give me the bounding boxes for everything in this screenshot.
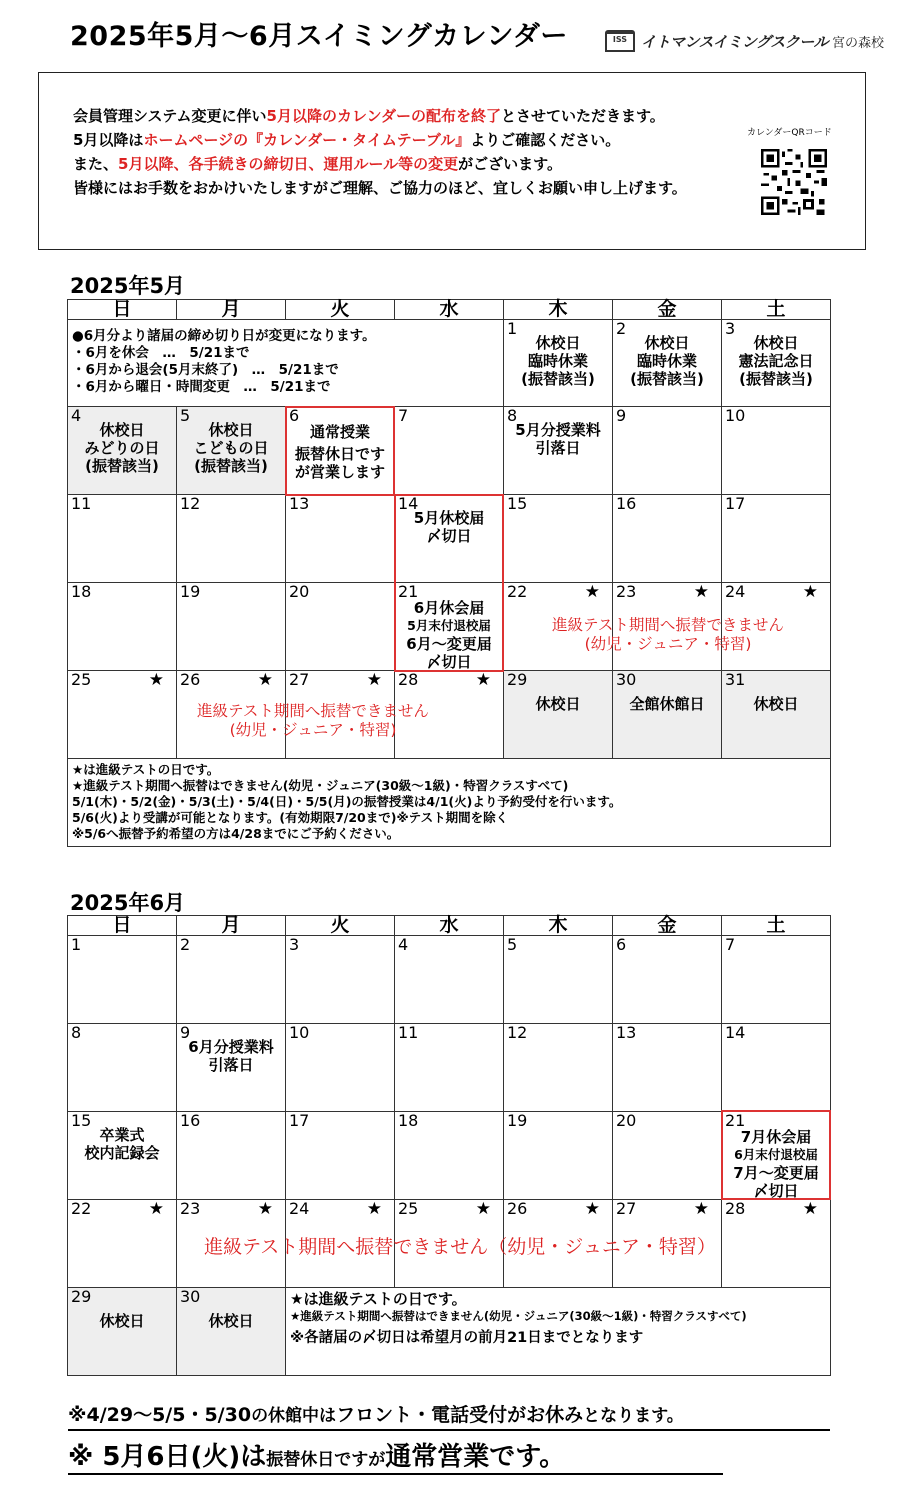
text-line: ●6月分より諸届の締め切り日が変更になります。 [72,328,376,344]
day-cell [68,583,177,671]
day-cell [395,583,504,671]
text-line: 5/6(火)より受講が可能となります。(有効期限7/20まで)※テスト期間を除く [72,810,509,825]
notice-line-1 [73,105,665,126]
logo-mark-icon: ISS [605,30,635,52]
may-notes [72,762,621,842]
weekday-header: 水 [395,916,504,936]
day-number: 24 [289,1199,310,1218]
day-event: 休校日 [753,695,799,713]
weekday-header: 土 [722,300,831,320]
june-calendar [67,915,831,1376]
day-cell [504,407,613,495]
day-number: 25 [71,670,92,689]
day-cell [68,495,177,583]
may-test-notice-b [150,702,476,740]
weekday-header: 日 [68,300,177,320]
day-event: 休校日 こどもの日 (振替該当) [193,421,269,475]
test-star-icon: ★ [148,1199,164,1219]
test-star-icon: ★ [257,1199,273,1219]
day-number: 5 [180,406,191,425]
text-segment: ※ 5月6日(火)は [68,1442,267,1472]
day-number: 17 [289,1111,310,1130]
text-segment: 5月以降は [73,131,144,149]
text-segment: 振替休日ですが [266,1450,386,1470]
test-star-icon: ★ [148,670,164,690]
test-star-icon: ★ [584,582,600,602]
page-title: 2025年5月〜6月スイミングカレンダー [70,21,568,52]
day-event: 休校日 憲法記念日 (振替該当) [738,334,814,388]
day-number: 8 [507,406,518,425]
day-number: 22 [507,582,528,601]
day-number: 17 [725,494,746,513]
day-number: 5 [507,935,518,954]
may-test-notice-a [505,616,831,654]
day-cell [613,936,722,1024]
day-cell [613,1024,722,1112]
weekday-header: 木 [504,916,613,936]
day-event: 全館休館日 [629,695,705,713]
day-number: 9 [180,1023,191,1042]
day-number: 18 [71,582,92,601]
test-star-icon: ★ [366,1199,382,1219]
qr-label: カレンダーQRコード [747,128,832,138]
day-number: 19 [180,582,201,601]
footer-may6-notice [68,1436,723,1475]
day-cell [504,320,613,407]
day-cell [286,583,395,671]
day-number: 9 [616,406,627,425]
day-cell [68,407,177,495]
text-line: (幼児・ジュニア・特習) [229,721,397,739]
day-event: 休校日 臨時休業 (振替該当) [630,334,704,388]
test-star-icon: ★ [693,1199,709,1219]
june-notes [290,1290,747,1348]
text-line: ★は進級テストの日です。 [72,762,220,777]
day-event: 6月分授業料 引落日 [188,1038,274,1074]
day-cell [613,495,722,583]
day-cell [395,495,504,583]
day-number: 27 [616,1199,637,1218]
day-cell [722,495,831,583]
june-note-1: ★は進級テストの日です。 [290,1290,467,1308]
day-number: 21 [725,1111,746,1130]
june-note-2: ★進級テスト期間へ振替はできません(幼児・ジュニア(30級〜1級)・特習クラスすべて) [290,1309,747,1323]
notice-line-2 [73,129,620,150]
day-number: 12 [180,494,201,513]
day-number: 27 [289,670,310,689]
day-event: 休校日 臨時休業 (振替該当) [521,334,595,388]
day-event: 7月休会届 6月末付退校届 7月〜変更届 〆切日 [733,1128,819,1200]
day-number: 22 [71,1199,92,1218]
weekday-header: 火 [286,300,395,320]
text-segment: の休館中は [251,1406,337,1426]
day-number: 6 [616,935,627,954]
notice-line-4 [73,177,687,198]
day-number: 15 [507,494,528,513]
day-number: 3 [725,319,736,338]
weekday-header: 土 [722,916,831,936]
day-number: 29 [71,1287,92,1306]
calendar-qr-code[interactable] [761,149,827,215]
day-number: 2 [616,319,627,338]
day-number: 15 [71,1111,92,1130]
text-line: ★進級テスト期間へ振替はできません(幼児・ジュニア(30級〜1級)・特習クラスすべて) [72,778,569,793]
day-number: 13 [616,1023,637,1042]
day-cell [504,671,613,759]
day-cell [504,1112,613,1200]
day-cell [68,936,177,1024]
text-segment: よりご確認ください。 [470,131,621,149]
text-line: 5/1(木)・5/2(金)・5/3(土)・5/4(日)・5/5(月)の振替授業は4/1(火)より予約受付を行います。 [72,794,622,809]
day-cell [722,320,831,407]
day-number: 8 [71,1023,82,1042]
weekday-header: 木 [504,300,613,320]
day-cell [504,936,613,1024]
day-cell [504,1024,613,1112]
may-title: 2025年5月 [70,274,186,298]
day-number: 26 [180,670,201,689]
text-line: ・6月から退会(5月末終了) … 5/21まで [72,362,339,378]
day-number: 23 [180,1199,201,1218]
test-star-icon: ★ [802,582,818,602]
day-number: 14 [725,1023,746,1042]
day-number: 25 [398,1199,419,1218]
day-number: 23 [616,582,637,601]
test-star-icon: ★ [584,1199,600,1219]
day-cell [722,1112,831,1200]
day-cell [177,1288,286,1376]
footer-closure-notice [68,1400,830,1431]
text-segment: ※4/29〜5/5・5/30 [68,1404,252,1426]
weekday-header: 火 [286,916,395,936]
text-line: ※5/6へ振替予約希望の方は4/28までにご予約ください。 [72,826,400,841]
weekday-header: 金 [613,300,722,320]
text-segment: とさせていただきます。 [500,107,665,125]
day-cell [286,936,395,1024]
text-segment: 5月以降のカレンダーの配布を終了 [266,107,501,125]
day-number: 3 [289,935,300,954]
day-cell [395,1024,504,1112]
text-line: ・6月から曜日・時間変更 … 5/21まで [72,379,331,395]
day-number: 28 [398,670,419,689]
text-segment: がございます。 [458,155,562,173]
day-cell [68,1024,177,1112]
text-segment: ホームページの『カレンダー・タイムテーブル』 [143,131,471,149]
day-cell [504,495,613,583]
may-info-cell [68,320,504,407]
day-number: 28 [725,1199,746,1218]
day-event: 5月休校届 〆切日 [413,509,485,545]
day-cell [68,1288,177,1376]
day-event: 休校日 [535,695,581,713]
day-number: 12 [507,1023,528,1042]
day-cell [286,1024,395,1112]
weekday-header: 月 [177,916,286,936]
text-segment: 皆様にはお手数をおかけいたしますがご理解、ご協力のほど、宜しくお願い申し上げます。 [73,179,687,197]
logo-brand: イトマンスイミングスクール [641,32,829,51]
may-notes-cell [68,759,831,847]
day-cell [177,936,286,1024]
test-star-icon: ★ [257,670,273,690]
day-number: 16 [180,1111,201,1130]
logo-school-name: 宮の森校 [832,35,885,51]
day-cell [722,936,831,1024]
test-star-icon: ★ [475,670,491,690]
day-cell [177,407,286,495]
day-cell [613,407,722,495]
day-cell [286,1112,395,1200]
notice-box [38,72,866,250]
day-cell [177,1024,286,1112]
test-star-icon: ★ [475,1199,491,1219]
may-calendar [67,299,831,847]
day-event: 通常授業 振替休日です が営業します [294,423,385,481]
text-segment: となります。 [583,1406,684,1426]
day-cell [286,407,395,495]
day-cell [177,495,286,583]
text-line: 進級テスト期間へ振替できません [552,616,784,634]
day-cell [177,583,286,671]
day-event: 休校日 [208,1312,254,1330]
day-cell [395,1112,504,1200]
test-star-icon: ★ [802,1199,818,1219]
may-info [72,328,376,396]
text-line: ・6月を休会 … 5/21まで [72,345,250,361]
text-line: (幼児・ジュニア・特習) [584,635,752,653]
day-event: 休校日 [99,1312,145,1330]
day-number: 7 [725,935,736,954]
day-number: 1 [71,935,82,954]
day-event: 休校日 みどりの日 (振替該当) [84,421,160,475]
day-cell [395,407,504,495]
day-number: 20 [289,582,310,601]
day-cell [395,936,504,1024]
day-cell [722,671,831,759]
day-number: 10 [725,406,746,425]
day-number: 2 [180,935,191,954]
text-line: 進級テスト期間へ振替できません [197,702,429,720]
day-number: 4 [398,935,409,954]
day-cell [722,407,831,495]
text-segment: 5月以降、各手続きの締切日、運用ルール等の変更 [118,155,459,173]
day-number: 7 [398,406,409,425]
weekday-header: 金 [613,916,722,936]
text-segment: 通常営業です。 [385,1442,566,1472]
day-number: 11 [71,494,92,513]
day-number: 13 [289,494,310,513]
day-number: 11 [398,1023,419,1042]
day-cell [613,320,722,407]
day-number: 16 [616,494,637,513]
june-test-notice: 進級テスト期間へ振替できません（幼児・ジュニア・特習） [204,1236,716,1258]
day-number: 29 [507,670,528,689]
day-number: 21 [398,582,419,601]
text-segment: フロント・電話受付がお休み [336,1404,584,1426]
day-cell [286,495,395,583]
day-number: 24 [725,582,746,601]
day-number: 20 [616,1111,637,1130]
day-number: 1 [507,319,518,338]
day-cell [177,1112,286,1200]
day-event: 5月分授業料 引落日 [515,421,601,457]
day-cell [613,671,722,759]
day-number: 31 [725,670,746,689]
june-title: 2025年6月 [70,891,186,915]
day-number: 18 [398,1111,419,1130]
day-number: 30 [616,670,637,689]
weekday-header: 月 [177,300,286,320]
day-cell [613,1112,722,1200]
notice-line-3 [73,153,562,174]
day-number: 4 [71,406,82,425]
day-number: 6 [289,406,300,425]
day-cell [722,1024,831,1112]
june-notes-cell [286,1288,831,1376]
test-star-icon: ★ [693,582,709,602]
day-number: 30 [180,1287,201,1306]
day-number: 10 [289,1023,310,1042]
day-event: 6月休会届 5月末付退校届 6月〜変更届 〆切日 [406,599,492,671]
day-number: 19 [507,1111,528,1130]
weekday-header: 日 [68,916,177,936]
june-note-3: ※各諸届の〆切日は希望月の前月21日までとなります [290,1330,644,1346]
text-segment: また、 [73,155,119,173]
school-logo [605,30,884,52]
test-star-icon: ★ [366,670,382,690]
text-segment: 会員管理システム変更に伴い [73,107,267,125]
day-cell [68,1112,177,1200]
day-number: 14 [398,494,419,513]
weekday-header: 水 [395,300,504,320]
day-number: 26 [507,1199,528,1218]
day-event: 卒業式 校内記録会 [84,1126,160,1162]
